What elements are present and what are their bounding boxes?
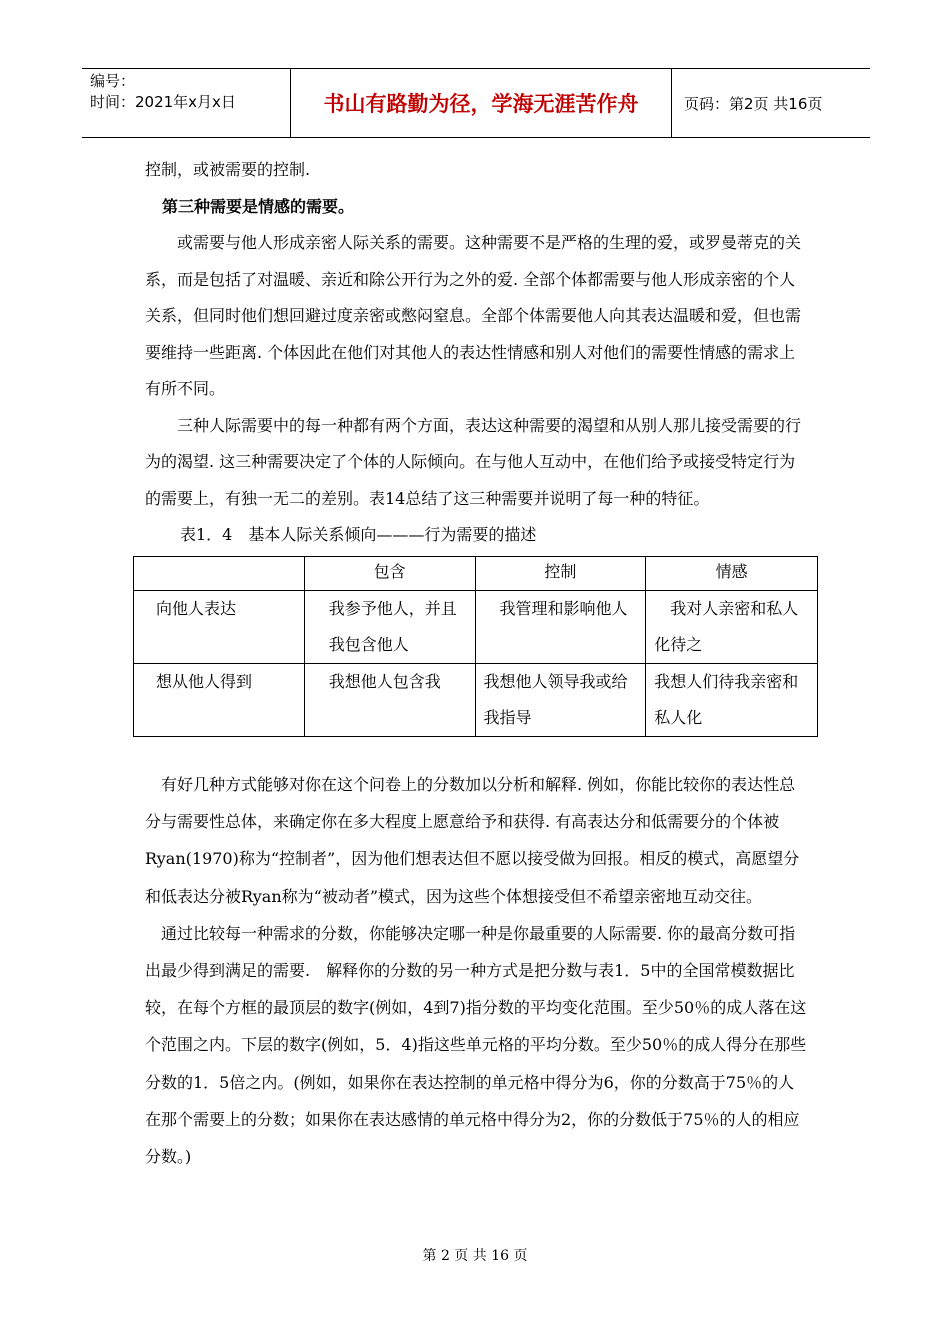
table-header-row <box>134 557 818 591</box>
table-header-cell: 控制 <box>475 557 646 591</box>
table-cell: 想从他人得到 <box>134 664 305 737</box>
table-header-cell: 情感 <box>646 557 818 591</box>
paragraph: 有好几种方式能够对你在这个问卷上的分数加以分析和解释. 例如，你能比较你的表达性总分与需要性总体，来确定你在多大程度上愿意给予和获得. 有高表达分和低需要分的个体被Ryan(1970)称为“控制者”，因为他们想表达但不愿以接受做为回报。相反的模式，高愿望分和低表达分被Ryan称为“被动者”模式，因为这些个体想接受但不希望亲密地互动交往。 <box>145 775 800 906</box>
date-label: 时间：2021年x月x日 <box>90 93 236 111</box>
table-cell: 我管理和影响他人 <box>475 591 646 664</box>
paragraph: 三种人际需要中的每一种都有两个方面，表达这种需要的渴望和从别人那儿接受需要的行为的渴望. 这三种需要决定了个体的人际倾向。在与他人互动中，在他们给予或接受特定行为的需要上，有独一无二的差别。表14总结了这三种需要并说明了每一种的特征。 <box>145 415 802 508</box>
paragraph: 或需要与他人形成亲密人际关系的需要。这种需要不是严格的生理的爱，或罗曼蒂克的关系，而是包括了对温暖、亲近和除公开行为之外的爱. 全部个体都需要与他人形成亲密的个人关系，但同时他们想回避过度亲密或憋闷窒息。全部个体需要他人向其表达温暖和爱，但也需要维持一些距离. 个体因此在他们对其他人的表达性情感和别人对他们的需要性情感的需求上有所不同。 <box>145 233 802 398</box>
page-footer: 第 2 页 共 16 页 <box>422 1248 528 1264</box>
paragraph: 通过比较每一种需求的分数，你能够决定哪一种是你最重要的人际需要. 你的最高分数可指出最少得到满足的需要. 解释你的分数的另一种方式是把分数与表1．5中的全国常模数据比较，在每个方框的最顶层的数字(例如，4到7)指分数的平均变化范围。至少50％的成人落在这个范围之内。下层的数字(例如，5．4)指这些单元格的平均分数。至少50％的成人得分在那些分数的1．5倍之内。(例如，如果你在表达控制的单元格中得分为6，你的分数高于75％的人在那个需要上的分数；如果你在表达感情的单元格中得分为2，你的分数低于75％的人的相应分数。) <box>145 923 807 1167</box>
table-header-cell: 包含 <box>304 557 475 591</box>
table-caption: 表1．4 基本人际关系倾向———行为需要的描述 <box>180 525 537 544</box>
header-motto: 书山有路勤为径，学海无涯苦作舟 <box>291 69 672 137</box>
page-header <box>82 68 870 138</box>
table-row <box>134 591 818 664</box>
paragraph: 控制，或被需要的控制. <box>145 160 311 179</box>
body-text-top <box>145 152 810 554</box>
table-cell: 我对人亲密和私人化待之 <box>646 591 818 664</box>
table-cell: 我参予他人，并且我包含他人 <box>304 591 475 664</box>
table-cell: 我想他人包含我 <box>304 664 475 737</box>
table-row <box>134 664 818 737</box>
number-label: 编号： <box>90 72 136 90</box>
body-text-bottom <box>145 766 810 1175</box>
header-meta <box>82 69 291 137</box>
table-header-cell <box>134 557 305 591</box>
needs-table <box>133 556 818 737</box>
table-cell: 我想他人领导我或给我指导 <box>475 664 646 737</box>
table-cell: 向他人表达 <box>134 591 305 664</box>
table-cell: 我想人们待我亲密和私人化 <box>646 664 818 737</box>
section-heading: 第三种需要是情感的需要。 <box>162 196 355 216</box>
header-page-info: 页码：第2页 共16页 <box>684 94 823 113</box>
